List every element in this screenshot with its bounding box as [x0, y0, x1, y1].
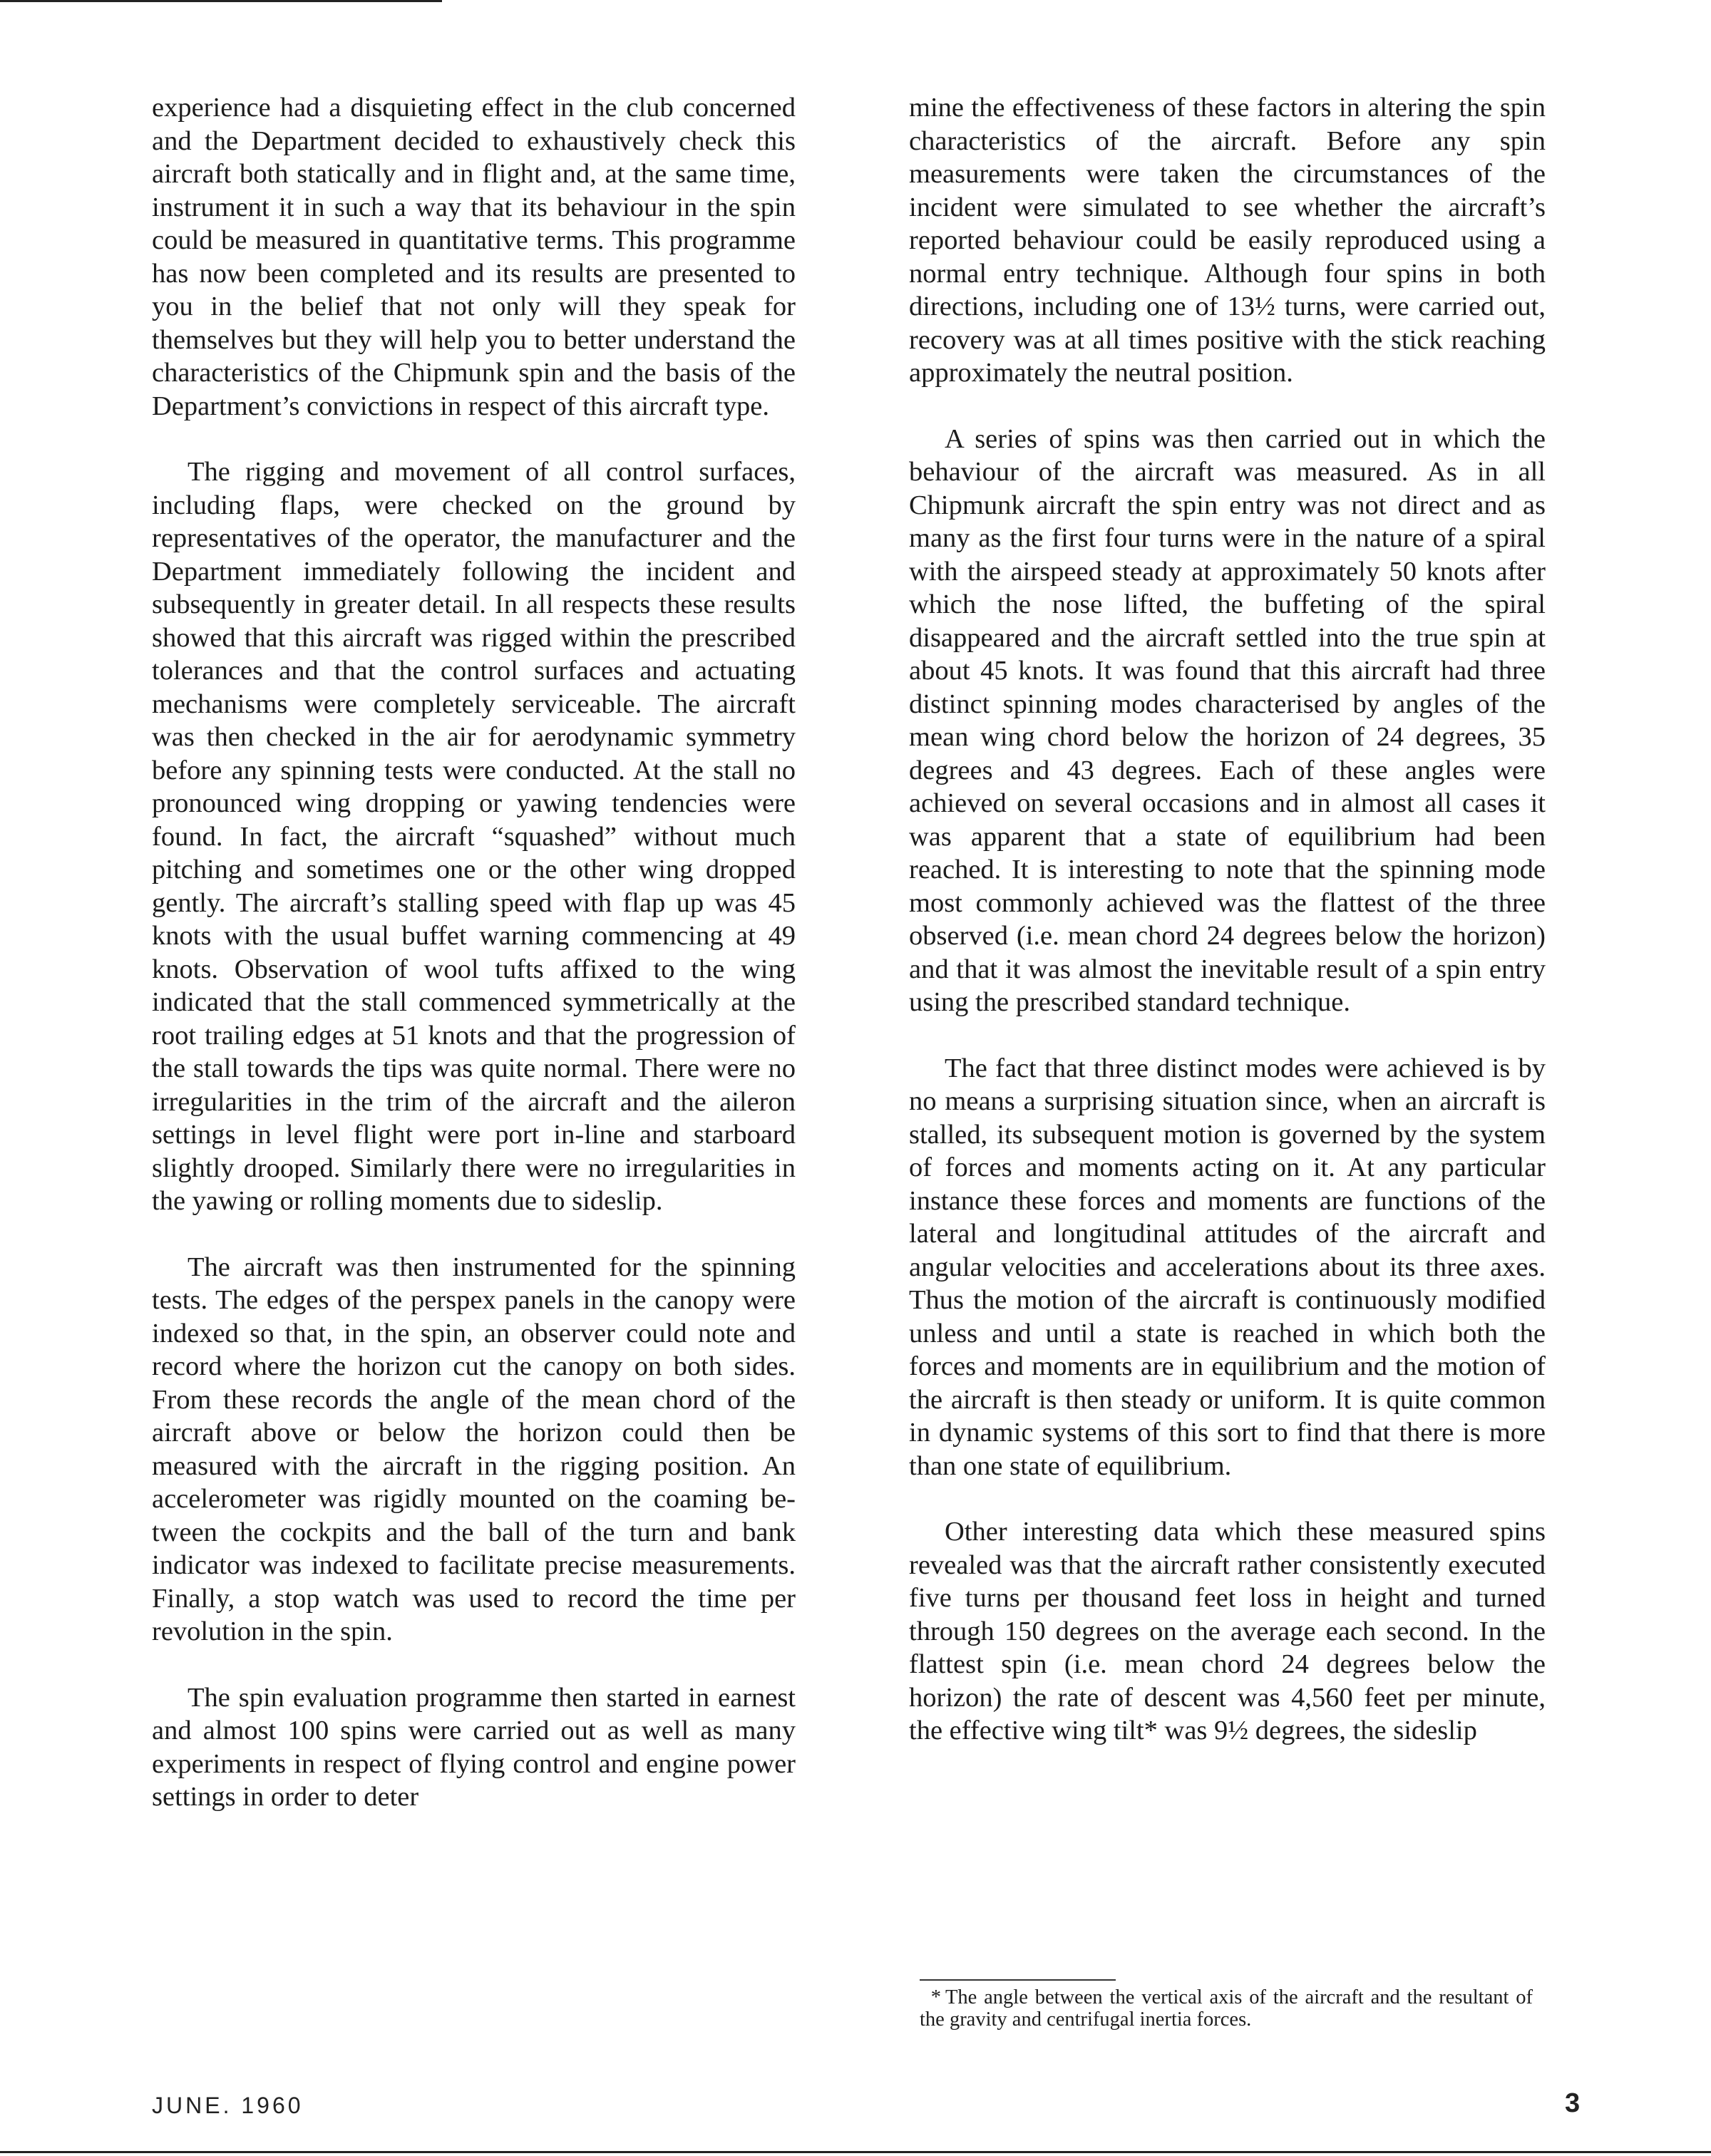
bottom-rule	[0, 2151, 1711, 2153]
paragraph: Other interesting data which these measured spins revealed was that the aircraft rather consistently executed five turns per thousand feet loss in height and turned through 150 degrees on the average each second. In the flattest spin (i.e. mean chord 24 degrees below the horizon) the rate of descent was 4,560 feet per minute, the effective wing tilt* was 9½ degrees, the sideslip	[909, 1517, 1546, 1745]
paragraph: The spin evaluation programme then started in earnest and almost 100 spins were carried out as well as many experiments in respect of flying control and engine power settings in order to deter	[152, 1682, 796, 1812]
paragraph: The aircraft was then instrumented for the spinning tests. The edges of the perspex panels in the canopy were indexed so that, in the spin, an observer could note and record where the horizon cut the canopy on both sides. From these records the angle of the mean chord of the aircraft above or below the horizon could then be measured with the aircraft in the rigging position. An accelerometer was rigidly mounted on the coaming between the cockpits and the ball of the turn and bank indicator was indexed to facilitate precise measurements. Finally, a stop watch was used to record the time per revolution in the spin.	[152, 1252, 796, 1646]
footnote-mark: *	[930, 1986, 941, 2008]
paragraph: The rigging and movement of all control surfaces, including flaps, were checked on the ground by representatives of the operator, the manufacturer and the Department immediately following the incident and subsequently in greater detail. In all respects these results showed that this aircraft was rigged within the prescribed tolerances and that the control surfaces and actuating mechanisms were completely serviceable. The aircraft was then checked in the air for aerodynamic symmetry before any spinning tests were conducted. At the stall no pronounced wing dropping or yawing tendencies were found. In fact, the aircraft “squashed” without much pitching and sometimes one or the other wing dropped gently. The aircraft’s stalling speed with flap up was 45 knots with the usual buffet warning commencing at 49 knots. Observation of wool tufts affixed to the wing indicated that the stall commenced symmetrically at the root trailing edges at 51 knots and that the progression of the stall towards the tips was quite normal. There were no irregularities in the trim of the aircraft and the aileron settings in level flight were port in-line and starboard slightly drooped. Similarly there were no irregularities in the yawing or rolling moments due to sideslip.	[152, 457, 796, 1216]
right-column	[909, 91, 1546, 1780]
page-number: 3	[1565, 2088, 1581, 2118]
footnote-rule	[920, 1979, 1116, 1981]
top-rule	[0, 0, 442, 2]
footer-date: JUNE. 1960	[152, 2093, 304, 2118]
paragraph: The fact that three distinct modes were achieved is by no means a surprising situation since, when an aircraft is stalled, its subsequent motion is governed by the system of forces and moments acting on it. At any particular instance these forces and moments are functions of the lateral and longitudinal attitudes of the aircraft and angular velocities and accelerations about its three axes. Thus the motion of the aircraft is continuously modified unless and until a state is reached in which both the forces and moments are in equilibrium and the motion of the aircraft is then steady or uniform. It is quite common in dynamic systems of this sort to find that there is more than one state of equilibrium.	[909, 1053, 1546, 1481]
paragraph: A series of spins was then carried out in which the behaviour of the aircraft was measured. As in all Chipmunk aircraft the spin entry was not direct and as many as the first four turns were in the nature of a spiral with the airspeed steady at approximately 50 knots after which the nose lifted, the buffeting of the spiral disappeared and the aircraft settled into the true spin at about 45 knots. It was found that this aircraft had three distinct spinning modes characterised by angles of the mean wing chord below the horizon of 24 degrees, 35 degrees and 43 degrees. Each of these angles were achieved on several occasions and in almost all cases it was apparent that a state of equilibrium had been reached. It is interesting to note that the spinning mode most commonly achieved was the flattest of the three observed (i.e. mean chord 24 degrees below the horizon) and that it was almost the inevitable result of a spin entry using the prescribed standard technique.	[909, 423, 1546, 1017]
paragraph: experience had a disquieting effect in the club concerned and the Department decided to exhaustively check this aircraft both statically and in flight and, at the same time, instrument it in such a way that its behaviour in the spin could be measured in quantitative terms. This programme has now been completed and its results are presented to you in the belief that not only will they speak for themselves but they will help you to better understand the characteristics of the Chipmunk spin and the basis of the Department’s convictions in respect of this aircraft type.	[152, 93, 796, 421]
footnote-text: The angle between the vertical axis of the aircraft and the resultant of the gravity and centrifugal inertia forces.	[920, 1986, 1533, 2031]
footnote	[920, 1986, 1533, 2031]
paragraph: mine the effectiveness of these factors in altering the spin characteristics of the aircraft. Before any spin measurements were taken the circumstances of the incident were simulated to see whether the aircraft’s reported behaviour could be easily reproduced using a normal entry technique. Although four spins in both directions, including one of 13½ turns, were carried out, recovery was at all times positive with the stick reaching approximately the neutral position.	[909, 93, 1546, 388]
left-column	[152, 91, 796, 1847]
